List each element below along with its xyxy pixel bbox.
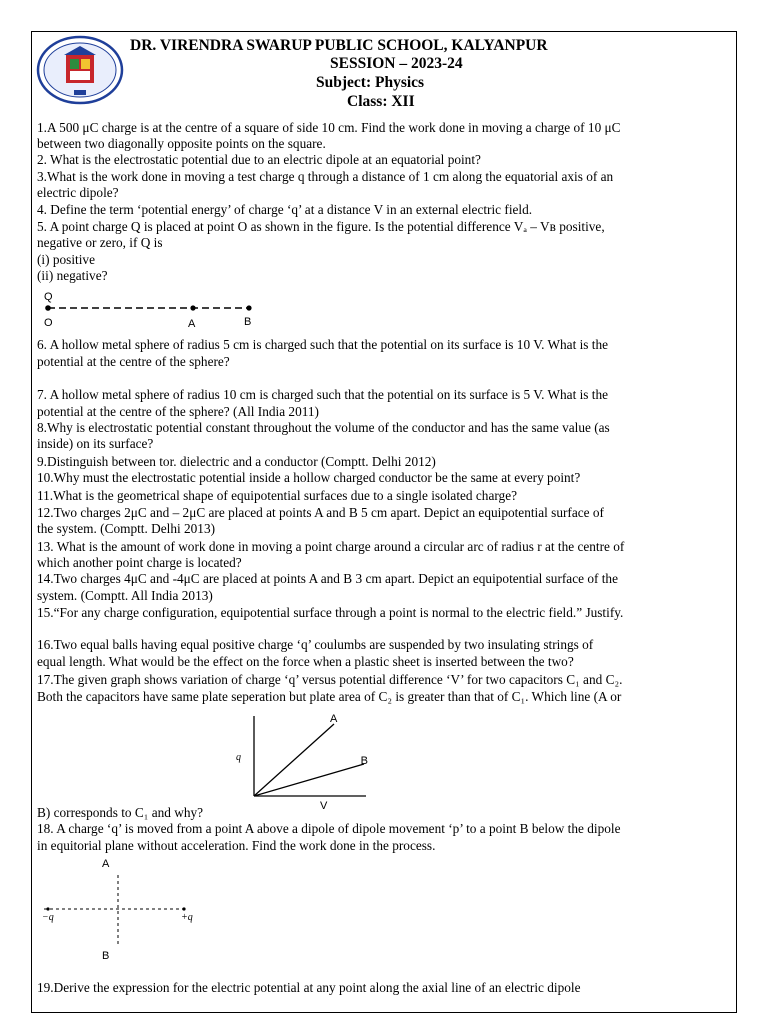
- fig2-line-a-label: A: [330, 713, 338, 725]
- fig1-label-q: Q: [44, 291, 53, 303]
- fig3-label-a: A: [102, 858, 110, 870]
- question-line: (ii) negative?: [37, 268, 108, 283]
- question-line: 2. What is the electrostatic potential due to an electric dipole at an equatorial point?: [37, 152, 481, 167]
- fig2-y-label: q: [236, 752, 241, 763]
- question-line: inside) on its surface?: [37, 436, 154, 451]
- fig1-label-o: O: [44, 317, 53, 329]
- school-name: DR. VIRENDRA SWARUP PUBLIC SCHOOL, KALYANPUR: [130, 37, 548, 54]
- question-line: system. (Comptt. All India 2013): [37, 588, 213, 603]
- figure-dipole: [38, 855, 208, 963]
- question-line: 12.Two charges 2μC and – 2μC are placed at points A and B 5 cm apart. Depict an equipotential surface of: [37, 505, 604, 520]
- question-line: 9.Distinguish between tor. dielectric and a conductor (Comptt. Delhi 2012): [37, 454, 436, 469]
- question-line: potential at the centre of the sphere? (All India 2011): [37, 404, 319, 419]
- question-line: 17.The given graph shows variation of charge ‘q’ versus potential difference ‘V’ for two capacitors C₁ and C₂.: [37, 672, 623, 687]
- question-line: 15.“For any charge configuration, equipotential surface through a point is normal to the electric field.” Justify.: [37, 605, 624, 620]
- fig2-x-label: V: [320, 800, 328, 812]
- question-line: which another point charge is located?: [37, 555, 242, 570]
- question-line: 3.What is the work done in moving a test charge q through a distance of 1 cm along the equatorial axis of an: [37, 169, 614, 184]
- figure-point-charge: [38, 288, 278, 330]
- figure-q-v-graph: [230, 708, 370, 812]
- fig3-label-b: B: [102, 950, 110, 962]
- subject-title: Subject: Physics: [316, 74, 425, 91]
- question-line: 1.A 500 μC charge is at the centre of a square of side 10 cm. Find the work done in moving a charge of 10 μC: [37, 120, 621, 135]
- question-line: 10.Why must the electrostatic potential inside a hollow charged conductor be the same at every point?: [37, 470, 581, 485]
- question-line: 6. A hollow metal sphere of radius 5 cm is charged such that the potential on its surface is 10 V. What is the: [37, 337, 609, 352]
- question-line: negative or zero, if Q is: [37, 235, 163, 250]
- question-line: Both the capacitors have same plate seperation but plate area of C₂ is greater than that of C₁. Which line (A or: [37, 689, 622, 704]
- session-title: SESSION – 2023-24: [330, 55, 463, 72]
- question-line: 16.Two equal balls having equal positive charge ‘q’ coulumbs are suspended by two insulating strings of: [37, 637, 594, 652]
- question-line: in equitorial plane without acceleration. Find the work done in the process.: [37, 838, 436, 853]
- question-line: (i) positive: [37, 252, 95, 267]
- question-line: 19.Derive the expression for the electric potential at any point along the axial line of an electric dipole: [37, 980, 581, 995]
- fig3-label-minus-q: −q: [42, 912, 54, 923]
- question-line: equal length. What would be the effect on the force when a plastic sheet is inserted between the two?: [37, 654, 574, 669]
- question-line: 5. A point charge Q is placed at point O as shown in the figure. Is the potential difference Vₐ – Vʙ positive,: [37, 219, 605, 234]
- fig3-label-plus-q: +q: [181, 912, 193, 923]
- question-line: 13. What is the amount of work done in moving a point charge around a circular arc of radius r at the centre of: [37, 539, 625, 554]
- question-line: electric dipole?: [37, 185, 119, 200]
- fig1-label-b: B: [244, 316, 252, 328]
- question-line: 18. A charge ‘q’ is moved from a point A above a dipole of dipole movement ‘p’ to a point B below the dipole: [37, 821, 621, 836]
- fig2-line-b-label: B: [360, 755, 368, 767]
- question-line: potential at the centre of the sphere?: [37, 354, 230, 369]
- question-line: 14.Two charges 4μC and -4μC are placed at points A and B 3 cm apart. Depict an equipotential surface of the: [37, 571, 618, 586]
- question-line: B) corresponds to C₁ and why?: [37, 805, 204, 820]
- class-title: Class: XII: [347, 93, 415, 110]
- question-line: 11.What is the geometrical shape of equipotential surfaces due to a single isolated charge?: [37, 488, 517, 503]
- school-logo-icon: [36, 35, 124, 105]
- fig1-label-a: A: [188, 318, 196, 330]
- question-line: between two diagonally opposite points on the square.: [37, 136, 326, 151]
- question-line: 7. A hollow metal sphere of radius 10 cm is charged such that the potential on its surface is 5 V. What is the: [37, 387, 609, 402]
- question-line: 4. Define the term ‘potential energy’ of charge ‘q’ at a distance V in an external electric field.: [37, 202, 533, 217]
- question-line: 8.Why is electrostatic potential constant throughout the volume of the conductor and has the same value (as: [37, 420, 610, 435]
- question-line: the system. (Comptt. Delhi 2013): [37, 521, 216, 536]
